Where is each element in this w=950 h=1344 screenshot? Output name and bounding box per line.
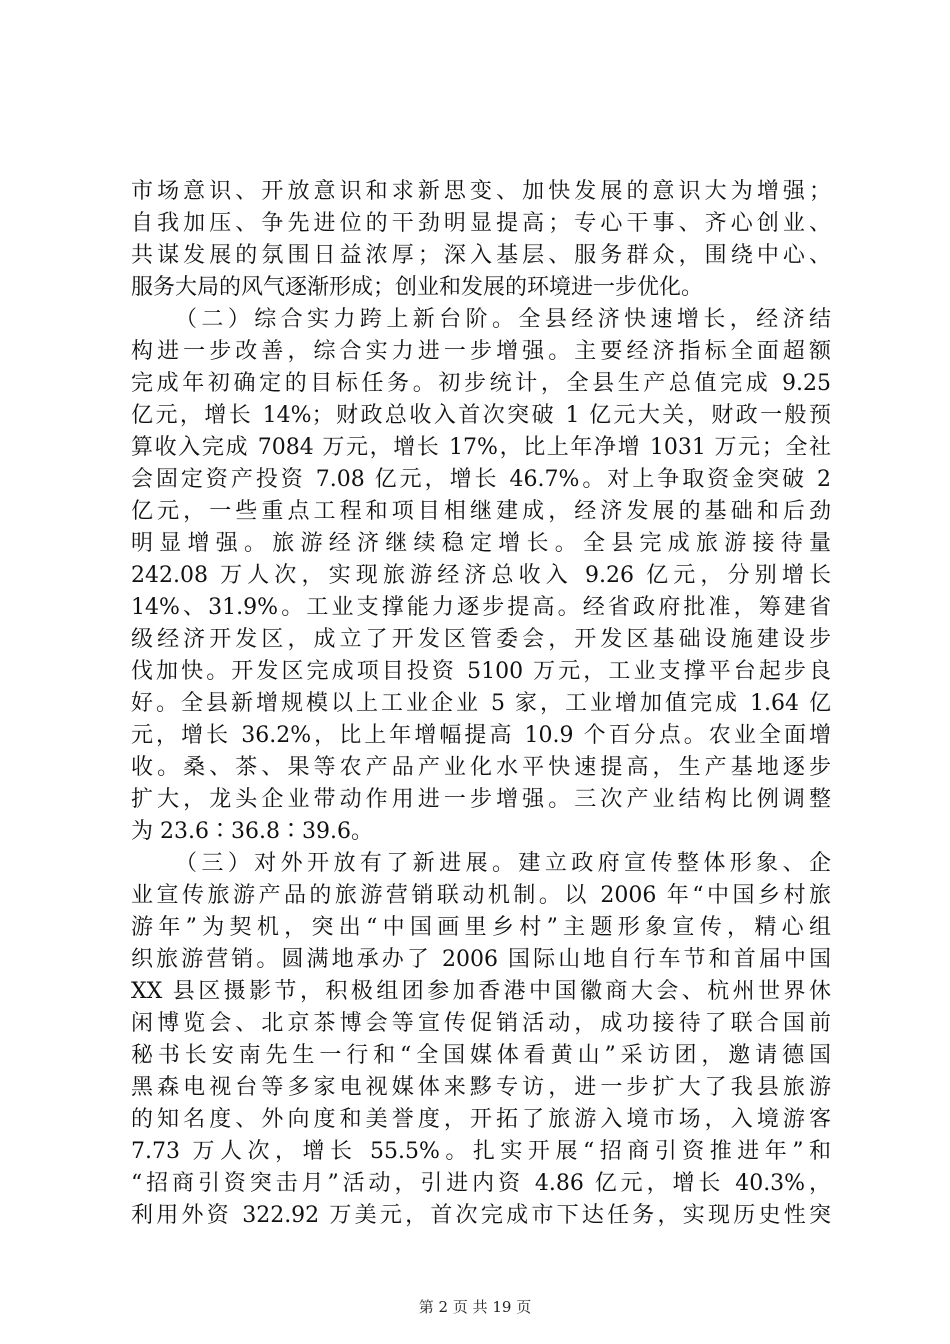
text-line: 7.73 万人次，增长 55.5%。扎实开展“招商引资推进年”和 — [131, 1139, 831, 1164]
text-line: 织旅游营销。圆满地承办了 2006 国际山地自行车节和首届中国 — [131, 947, 831, 972]
text-line: 秘书长安南先生一行和“全国媒体看黄山”采访团，邀请德国 — [131, 1043, 831, 1068]
document-body — [131, 176, 831, 1232]
text-line: 元，增长 36.2%，比上年增幅提高 10.9 个百分点。农业全面增 — [131, 723, 831, 748]
text-line: 黑森电视台等多家电视媒体来黟专访，进一步扩大了我县旅游 — [131, 1075, 831, 1100]
text-line: 市场意识、开放意识和求新思变、加快发展的意识大为增强； — [131, 179, 831, 204]
text-line: 游年”为契机，突出“中国画里乡村”主题形象宣传，精心组 — [131, 915, 831, 940]
text-line: 完成年初确定的目标任务。初步统计，全县生产总值完成 9.25 — [131, 371, 831, 396]
text-line: 会固定资产投资 7.08 亿元，增长 46.7%。对上争取资金突破 2 — [131, 467, 831, 492]
text-line: “招商引资突击月”活动，引进内资 4.86 亿元，增长 40.3%， — [131, 1171, 831, 1196]
section-heading-line: （二）综合实力跨上新台阶。全县经济快速增长，经济结 — [175, 307, 831, 332]
text-line: 好。全县新增规模以上工业企业 5 家，工业增加值完成 1.64 亿 — [131, 691, 831, 716]
text-line: XX 县区摄影节，积极组团参加香港中国徽商大会、杭州世界休 — [131, 979, 831, 1004]
text-line: 级经济开发区，成立了开发区管委会，开发区基础设施建设步 — [131, 627, 831, 652]
text-line: 收。桑、茶、果等农产品产业化水平快速提高，生产基地逐步 — [131, 755, 831, 780]
section-heading-line: （三）对外开放有了新进展。建立政府宣传整体形象、企 — [175, 851, 831, 876]
text-line: 的知名度、外向度和美誉度，开拓了旅游入境市场，入境游客 — [131, 1107, 831, 1132]
text-line: 共谋发展的氛围日益浓厚；深入基层、服务群众，围绕中心、 — [131, 243, 831, 268]
text-line: 为 23.6∶36.8∶39.6。 — [131, 819, 373, 844]
text-line: 明显增强。旅游经济继续稳定增长。全县完成旅游接待量 — [131, 531, 831, 556]
text-line: 服务大局的风气逐渐形成；创业和发展的环境进一步优化。 — [131, 275, 704, 300]
text-line: 亿元，增长 14%；财政总收入首次突破 1 亿元大关，财政一般预 — [131, 403, 831, 428]
text-line: 自我加压、争先进位的干劲明显提高；专心干事、齐心创业、 — [131, 211, 831, 236]
text-line: 闲博览会、北京茶博会等宣传促销活动，成功接待了联合国前 — [131, 1011, 831, 1036]
text-line: 亿元，一些重点工程和项目相继建成，经济发展的基础和后劲 — [131, 499, 831, 524]
text-line: 伐加快。开发区完成项目投资 5100 万元，工业支撑平台起步良 — [131, 659, 831, 684]
text-line: 14%、31.9%。工业支撑能力逐步提高。经省政府批准，筹建省 — [131, 595, 831, 620]
text-line: 利用外资 322.92 万美元，首次完成市下达任务，实现历史性突 — [131, 1203, 831, 1228]
text-line: 算收入完成 7084 万元，增长 17%，比上年净增 1031 万元；全社 — [131, 435, 831, 460]
text-line: 242.08 万人次，实现旅游经济总收入 9.26 亿元，分别增长 — [131, 563, 831, 588]
text-line: 扩大，龙头企业带动作用进一步增强。三次产业结构比例调整 — [131, 787, 831, 812]
text-line: 构进一步改善，综合实力进一步增强。主要经济指标全面超额 — [131, 339, 831, 364]
text-line: 业宣传旅游产品的旅游营销联动机制。以 2006 年“中国乡村旅 — [131, 883, 831, 908]
page-number-footer: 第 2 页 共 19 页 — [418, 1298, 532, 1316]
